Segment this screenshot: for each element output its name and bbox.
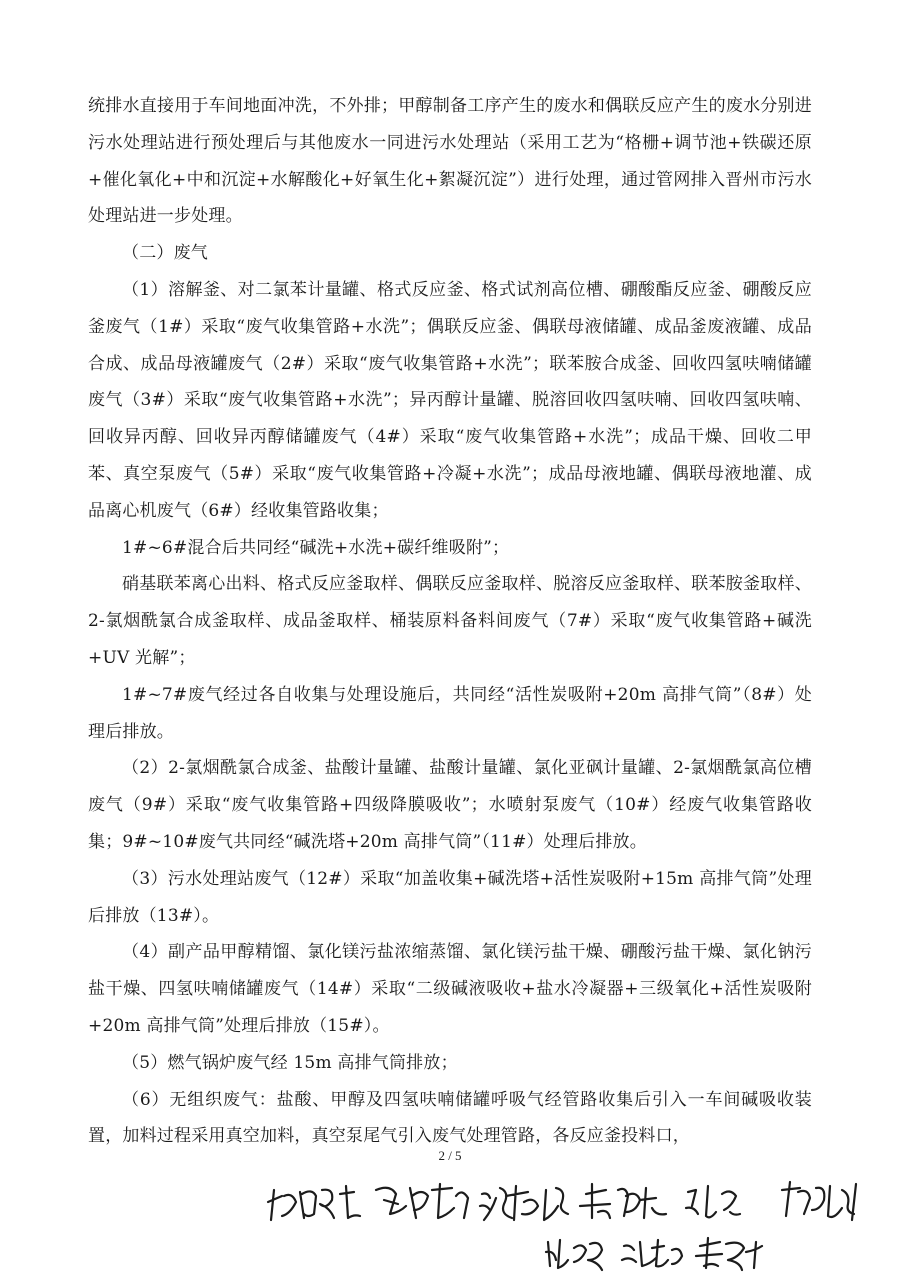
signature [376,1184,468,1218]
signature [480,1186,568,1220]
signature [782,1182,856,1220]
paragraph: （3）污水处理站废气（12#）采取“加盖收集+碱洗塔+活性炭吸附+15m 高排气筒”处理后排放（13#）。 [88,868,812,926]
signature [686,1186,740,1217]
paragraph: 硝基联苯离心出料、格式反应釜取样、偶联反应釜取样、脱溶反应釜取样、联苯胺釜取样、2-氯烟酰氯合成釜取样、成品釜取样、桶装原料备料间废气（7#）采取“废气收集管路+碱洗+UV 光解”； [88,574,812,668]
paragraph: 1#~6#混合后共同经“碱洗+水洗+碳纤维吸附”； [122,537,510,558]
paragraph: （4）副产品甲醇精馏、氯化镁污盐浓缩蒸馏、氯化镁污盐干燥、硼酸污盐干燥、氯化钠污盐干燥、四氢呋喃储罐废气（14#）采取“二级碱液吸收+盐水冷凝器+三级氧化+活性炭吸附+20m 高排气筒”处理后排放（15#）。 [88,942,812,1036]
paragraph: （1）溶解釜、对二氯苯计量罐、格式反应釜、格式试剂高位槽、硼酸酯反应釜、硼酸反应釜废气（1#）采取“废气收集管路+水洗”；偶联反应釜、偶联母液储罐、成品釜废液罐、成品合成、成品母液罐废气（2#）采取“废气收集管路+水洗”；联苯胺合成釜、回收四氢呋喃储罐废气（3#）采取“废气收集管路+水洗”；异丙醇计量罐、脱溶回收四氢呋喃、回收四氢呋喃、回收异丙醇、回收异丙醇储罐废气（4#）采取“废气收集管路+水洗”；成品干燥、回收二甲苯、真空泵废气（5#）采取“废气收集管路+冷凝+水洗”；成品母液地罐、偶联母液地灌、成品离心机废气（6#）经收集管路收集； [88,279,812,521]
paragraph: 统排水直接用于车间地面冲洗，不外排；甲醇制备工序产生的废水和偶联反应产生的废水分别进污水处理站进行预处理后与其他废水一同进污水处理站（采用工艺为“格栅+调节池+铁碳还原+催化氧化+中和沉淀+水解酸化+好氧生化+絮凝沉淀”）进行处理，通过管网排入晋州市污水处理站进一步处理。 [88,96,812,227]
section-heading: （二）废气 [122,243,208,264]
paragraph: （5）燃气锅炉废气经 15m 高排气筒排放； [122,1052,458,1073]
signature [546,1240,602,1270]
paragraph: 1#~7#废气经过各自收集与处理设施后，共同经“活性炭吸附+20m 高排气筒”（8#）处理后排放。 [88,684,812,742]
signature [580,1184,666,1218]
paragraph: （2）2-氯烟酰氯合成釜、盐酸计量罐、盐酸计量罐、氯化亚砜计量罐、2-氯烟酰氯高位槽废气（9#）采取“废气收集管路+四级降膜吸收”；水喷射泵废气（10#）经废气收集管路收集；9#~10#废气共同经“碱洗塔+20m 高排气筒”（11#）处理后排放。 [88,758,812,852]
signature-scribbles [0,1160,900,1280]
paragraph: （6）无组织废气：盐酸、甲醇及四氢呋喃储罐呼吸气经管路收集后引入一车间碱吸收装置，加料过程采用真空加料，真空泵尾气引入废气处理管路，各反应釜投料口， [88,1089,812,1147]
signature [268,1186,360,1220]
document-body [88,88,812,1155]
signature [696,1238,762,1270]
page-number: 2 / 5 [438,1148,462,1163]
handwritten-signatures [0,1160,900,1280]
signature [622,1240,682,1266]
